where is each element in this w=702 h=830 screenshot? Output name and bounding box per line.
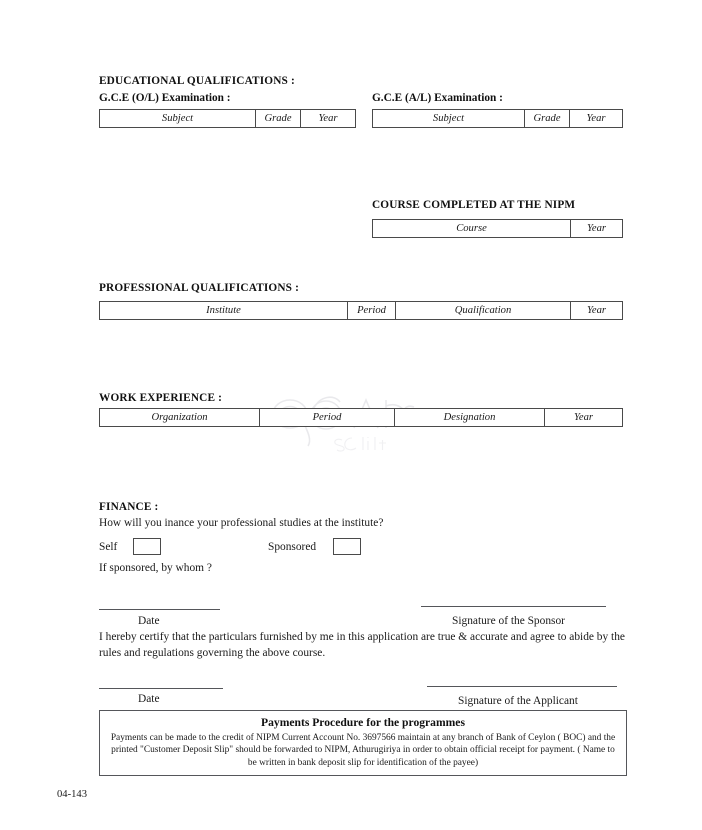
column-header-subject: Subject	[373, 110, 525, 128]
column-header-year: Year	[571, 302, 623, 320]
column-header-year: Year	[301, 110, 356, 128]
column-header-year: Year	[571, 220, 623, 238]
column-header-grade: Grade	[525, 110, 570, 128]
sponsored-label: Sponsored	[268, 541, 317, 553]
column-header-year: Year	[545, 409, 623, 427]
al-examination-heading: G.C.E (A/L) Examination :	[372, 92, 503, 104]
al-examination-table[interactable]	[372, 109, 623, 128]
work-experience-table[interactable]	[99, 408, 623, 427]
column-header-designation: Designation	[395, 409, 545, 427]
professional-qualifications-heading: PROFESSIONAL QUALIFICATIONS :	[99, 282, 299, 294]
educational-qualifications-heading: EDUCATIONAL QUALIFICATIONS :	[99, 75, 295, 87]
finance-question: How will you inance your professional studies at the institute?	[99, 517, 384, 529]
applicant-date-label: Date	[138, 693, 160, 705]
payments-procedure-body: Payments can be made to the credit of NIPM Current Account No. 3697566 maintain at any branch of Bank of Ceylon ( BOC) and the printed "Customer Deposit Slip" should be forwarded to NIPM, Athurugiriya in order to obtain official receipt for payment. ( Name to be written in bank deposit slip for identification of the payee)	[110, 733, 616, 768]
column-header-period: Period	[260, 409, 395, 427]
column-header-institute: Institute	[100, 302, 348, 320]
sponsor-signature-label: Signature of the Sponsor	[452, 615, 565, 627]
sponsored-checkbox[interactable]	[333, 538, 361, 555]
footer-document-code: 04-143	[57, 789, 88, 800]
work-experience-heading: WORK EXPERIENCE :	[99, 392, 223, 404]
sponsor-signature-line[interactable]	[421, 606, 606, 607]
professional-qualifications-table[interactable]	[99, 301, 623, 320]
sponsor-date-line[interactable]	[99, 609, 220, 610]
nipm-course-table[interactable]	[372, 219, 623, 238]
certification-statement: I hereby certify that the particulars furnished by me in this application are true & accurate and agree to abide by the rules and regulations governing the above course.	[99, 631, 625, 659]
nipm-course-heading: COURSE COMPLETED AT THE NIPM	[372, 199, 576, 211]
applicant-signature-label: Signature of the Applicant	[458, 695, 578, 707]
self-checkbox[interactable]	[133, 538, 161, 555]
payments-procedure-box	[99, 710, 627, 776]
sponsor-date-label: Date	[138, 615, 160, 627]
column-header-subject: Subject	[100, 110, 256, 128]
applicant-signature-line[interactable]	[427, 686, 617, 687]
column-header-period: Period	[348, 302, 396, 320]
self-label: Self	[99, 541, 118, 553]
column-header-course: Course	[373, 220, 571, 238]
finance-heading: FINANCE :	[99, 501, 159, 513]
table-header-row	[100, 409, 623, 427]
table-header-row	[100, 110, 356, 128]
table-header-row	[100, 302, 623, 320]
column-header-year: Year	[570, 110, 623, 128]
sponsor-question: If sponsored, by whom ?	[99, 562, 212, 574]
table-header-row	[373, 220, 623, 238]
column-header-grade: Grade	[256, 110, 301, 128]
applicant-date-line[interactable]	[99, 688, 223, 689]
ol-examination-heading: G.C.E (O/L) Examination :	[99, 92, 231, 104]
table-header-row	[373, 110, 623, 128]
payments-procedure-title: Payments Procedure for the programmes	[261, 716, 465, 729]
column-header-organization: Organization	[100, 409, 260, 427]
ol-examination-table[interactable]	[99, 109, 356, 128]
column-header-qualification: Qualification	[396, 302, 571, 320]
